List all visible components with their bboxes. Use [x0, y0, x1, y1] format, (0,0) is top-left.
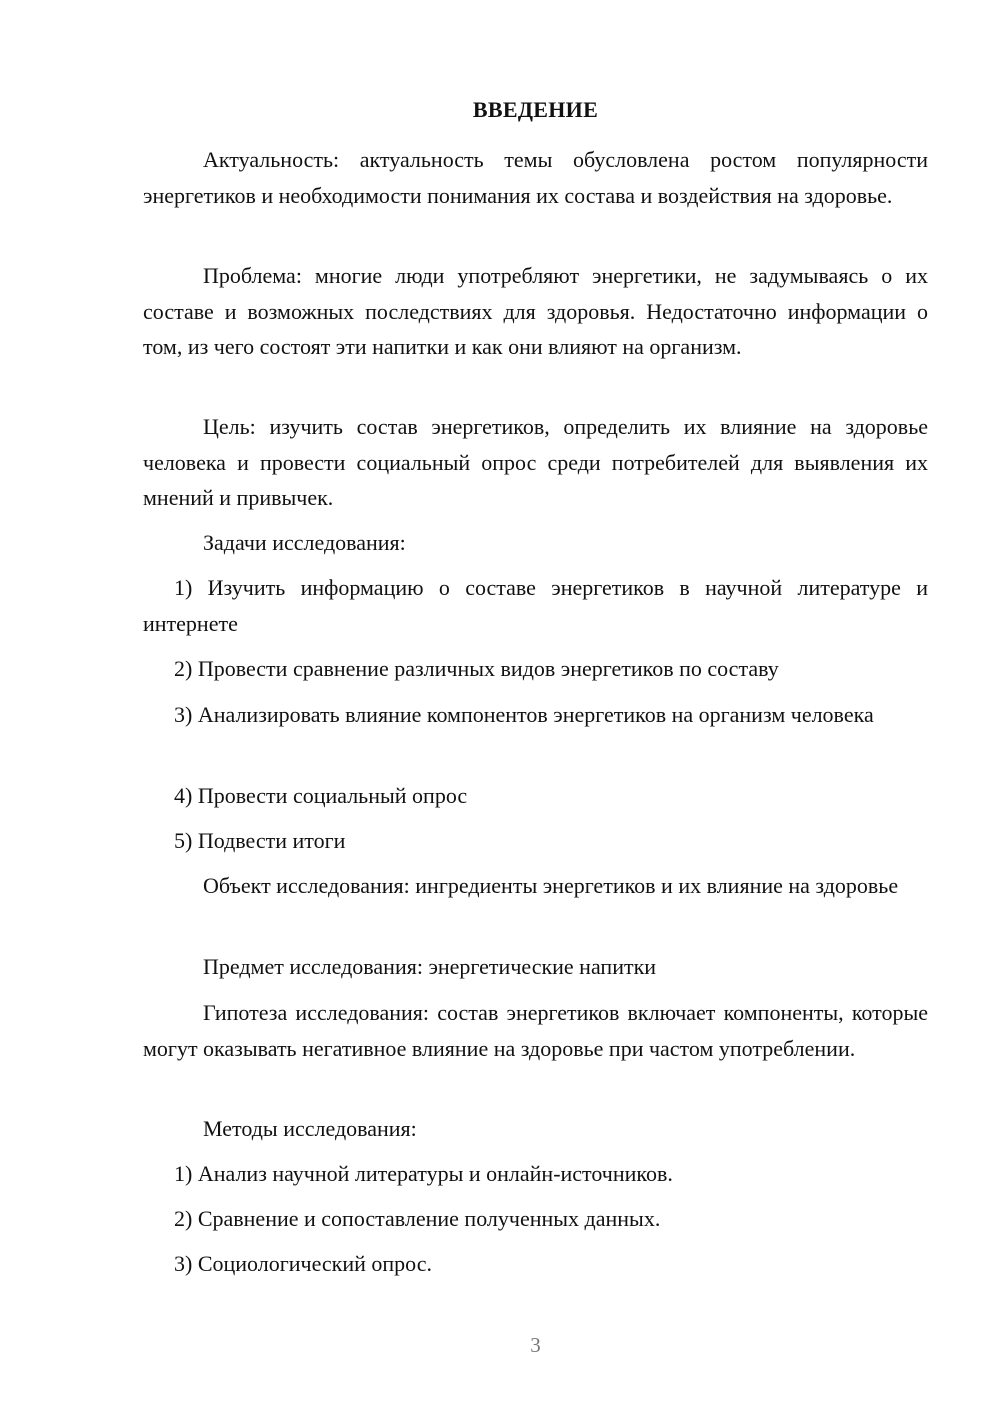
paragraph-tasks-heading: Задачи исследования:: [203, 530, 406, 555]
section-title: ВВЕДЕНИЕ: [472, 97, 599, 122]
document-page: [143, 0, 928, 1414]
list-item-method-2: 2) Сравнение и сопоставление полученных данных.: [174, 1206, 661, 1231]
list-item-method-3: 3) Социологический опрос.: [174, 1251, 432, 1276]
list-item-task-4: 4) Провести социальный опрос: [174, 783, 468, 808]
paragraph-subject: Предмет исследования: энергетические напитки: [203, 954, 657, 979]
list-item-method-1: 1) Анализ научной литературы и онлайн-источников.: [174, 1161, 673, 1186]
list-item-task-2: 2) Провести сравнение различных видов энергетиков по составу: [174, 656, 779, 681]
paragraph-object: Объект исследования: ингредиенты энергетиков и их влияние на здоровье: [203, 873, 899, 898]
list-item-task-1: 1) Изучить информацию о составе энергетиков в научной литературе и интернете: [143, 575, 928, 636]
paragraph-problem: Проблема: многие люди употребляют энергетики, не задумываясь о их составе и возможных последствиях для здоровья. Недостаточно информации о том, из чего состоят эти напитки и как они влияют на организм.: [143, 263, 928, 359]
paragraph-relevance: Актуальность: актуальность темы обусловлена ростом популярности энергетиков и необходимости понимания их состава и воздействия на здоровье.: [143, 147, 928, 208]
paragraph-methods-heading: Методы исследования:: [203, 1116, 417, 1141]
paragraph-hypothesis: Гипотеза исследования: состав энергетиков включает компоненты, которые могут оказывать негативное влияние на здоровье при частом употреблении.: [143, 1000, 928, 1061]
list-item-task-3: 3) Анализировать влияние компонентов энергетиков на организм человека: [174, 702, 874, 727]
page-number: 3: [530, 1333, 541, 1357]
paragraph-goal: Цель: изучить состав энергетиков, определить их влияние на здоровье человека и провести социальный опрос среди потребителей для выявления их мнений и привычек.: [143, 414, 928, 510]
list-item-task-5: 5) Подвести итоги: [174, 828, 346, 853]
